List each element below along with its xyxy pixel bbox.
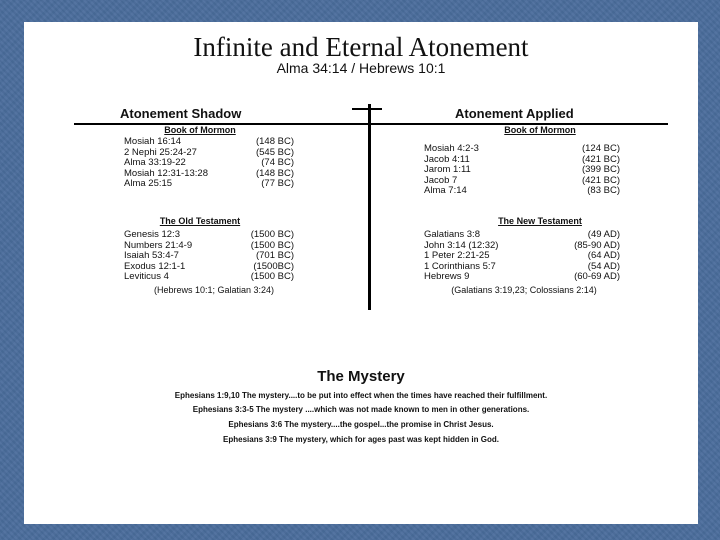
list-item (124, 179, 294, 190)
ref: Alma 7:14 (424, 185, 467, 197)
mystery-title: The Mystery (317, 368, 405, 385)
ref: Isaiah 53:4-7 (124, 250, 179, 262)
ref: Jarom 1:11 (424, 164, 471, 176)
right-bom-heading: Book of Mormon (504, 125, 576, 135)
slide-subtitle: Alma 34:14 / Hebrews 10:1 (276, 60, 446, 76)
date: (399 BC) (581, 164, 620, 176)
date: (83 BC) (587, 185, 620, 197)
ref: Alma 25:15 (124, 178, 173, 190)
ref: Jacob 7 (424, 174, 458, 186)
ref: Exodus 12:1-1 (124, 260, 186, 272)
new-testament-list (424, 230, 620, 283)
ref: Mosiah 16:14 (124, 136, 182, 147)
date: (1500BC) (253, 260, 294, 272)
old-testament-list (124, 230, 294, 283)
mystery-verse: Ephesians 3:9 The mystery, which for ages past was kept hidden in God. (223, 435, 499, 444)
list-item (424, 186, 620, 197)
list-item (424, 144, 620, 155)
ref: 1 Peter 2:21-25 (424, 250, 490, 262)
date: (1500 BC) (250, 271, 294, 283)
list-item (124, 272, 294, 283)
ref: John 3:14 (12:32) (424, 239, 499, 251)
date: (1500 BC) (250, 239, 294, 251)
ref: 2 Nephi 25:24-27 (124, 146, 197, 158)
date: (421 BC) (581, 153, 620, 165)
date: (1500 BC) (250, 229, 294, 240)
ref: Genesis 12:3 (124, 229, 180, 240)
cross-horizontal-beam (352, 108, 382, 110)
left-bom-list (124, 137, 294, 190)
mystery-verse: Ephesians 3:6 The mystery....the gospel...the promise in Christ Jesus. (228, 420, 494, 429)
ref: Mosiah 12:31-13:28 (124, 167, 208, 179)
ref: Numbers 21:4-9 (124, 239, 193, 251)
ref: Leviticus 4 (124, 271, 169, 283)
date: (85-90 AD) (574, 239, 620, 251)
left-bom-heading: Book of Mormon (164, 125, 236, 135)
date: (148 BC) (255, 136, 294, 147)
right-column-heading: Atonement Applied (455, 106, 574, 121)
mystery-verse: Ephesians 1:9,10 The mystery....to be put into effect when the times have reached their fulfillment. (174, 391, 548, 400)
date: (148 BC) (255, 167, 294, 179)
new-testament-heading: The New Testament (498, 216, 582, 226)
date: (701 BC) (255, 250, 294, 262)
date: (74 BC) (261, 157, 294, 169)
ref: Galatians 3:8 (424, 229, 480, 240)
right-footer: (Galatians 3:19,23; Colossians 2:14) (451, 285, 597, 295)
date: (545 BC) (255, 146, 294, 158)
list-item (124, 230, 294, 241)
date: (77 BC) (261, 178, 294, 190)
date: (64 AD) (587, 250, 620, 262)
left-column-heading: Atonement Shadow (120, 106, 242, 121)
date: (54 AD) (587, 260, 620, 272)
ref: Hebrews 9 (424, 271, 470, 283)
ref: Mosiah 4:2-3 (424, 143, 479, 154)
ref: Jacob 4:11 (424, 153, 470, 165)
right-bom-list (424, 144, 620, 197)
date: (124 BC) (581, 143, 620, 154)
date: (60-69 AD) (574, 271, 620, 283)
list-item (124, 137, 294, 148)
left-footer: (Hebrews 10:1; Galatian 3:24) (153, 285, 275, 295)
ref: 1 Corinthians 5:7 (424, 260, 496, 272)
slide-title: Infinite and Eternal Atonement (193, 32, 529, 62)
date: (421 BC) (581, 174, 620, 186)
list-item (424, 230, 620, 241)
list-item (424, 272, 620, 283)
date: (49 AD) (587, 229, 620, 240)
slide (24, 22, 698, 524)
mystery-verse: Ephesians 3:3-5 The mystery ....which was not made known to men in other generations. (192, 405, 530, 414)
cross-vertical-beam (368, 104, 371, 310)
ref: Alma 33:19-22 (124, 157, 186, 169)
old-testament-heading: The Old Testament (159, 216, 241, 226)
